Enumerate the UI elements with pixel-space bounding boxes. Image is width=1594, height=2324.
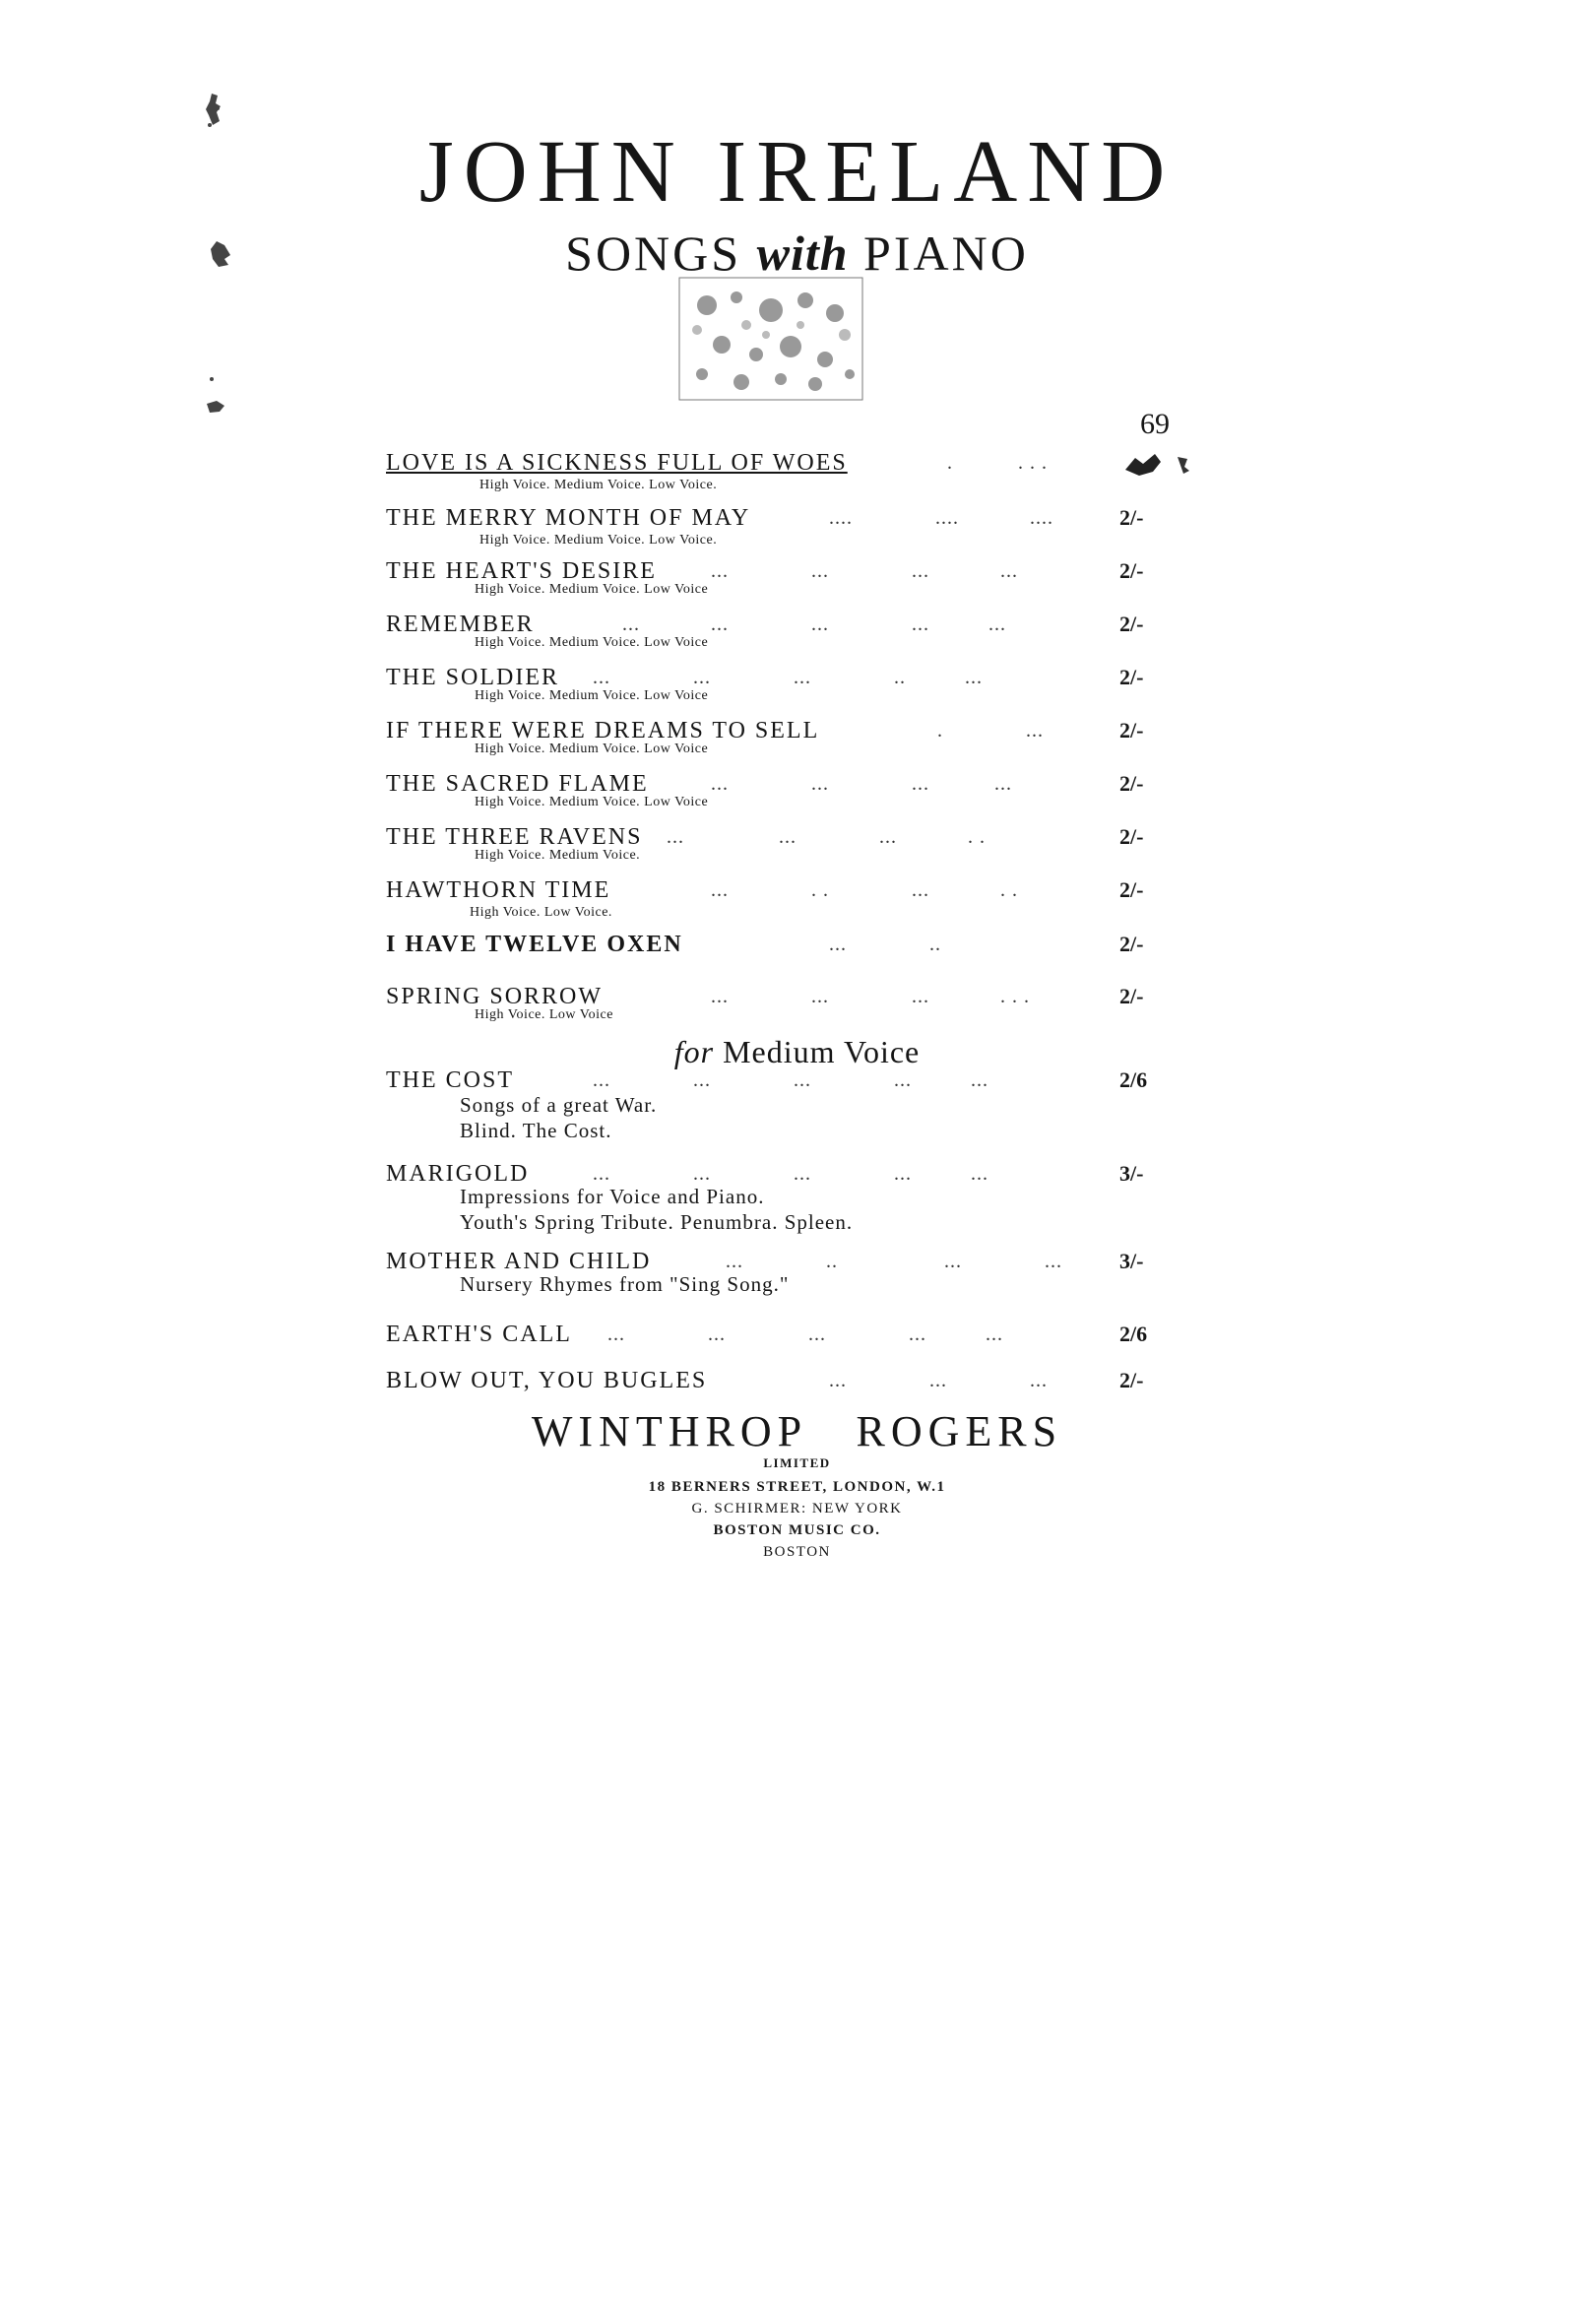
song-price: 2/-: [1119, 932, 1144, 956]
leader-dots: ... ... ... . . .: [711, 986, 1030, 1007]
item-title: BLOW OUT, YOU BUGLES: [386, 1368, 708, 1393]
song-price: 2/-: [1119, 505, 1144, 530]
item-title: MOTHER AND CHILD: [386, 1249, 652, 1274]
song-title: THE THREE RAVENS: [386, 824, 643, 850]
song-title: IF THERE WERE DREAMS TO SELL: [386, 718, 820, 743]
item-desc-line2: Youth's Spring Tribute. Penumbra. Spleen.: [460, 1210, 854, 1234]
item-title: EARTH'S CALL: [386, 1322, 572, 1347]
publisher-address-1: 18 BERNERS STREET, LONDON, W.1: [648, 1479, 946, 1495]
composer-title: JOHN IRELAND: [418, 123, 1176, 221]
leader-dots: . . . .: [947, 452, 1048, 474]
song-title: SPRING SORROW: [386, 984, 604, 1009]
song-voices: High Voice. Medium Voice. Low Voice.: [479, 478, 718, 492]
item-title: MARIGOLD: [386, 1161, 530, 1187]
song-title: REMEMBER: [386, 612, 535, 637]
item-price: 2/-: [1119, 1368, 1144, 1392]
song-row: [386, 875, 1169, 920]
song-price: 2/-: [1119, 877, 1144, 902]
song-voices: High Voice. Low Voice: [475, 1007, 613, 1022]
song-price: 2/-: [1119, 824, 1144, 849]
subtitle-piano: PIANO: [863, 226, 1029, 281]
publisher-name: WINTHROP ROGERS: [531, 1407, 1063, 1455]
song-title: I HAVE TWELVE OXEN: [386, 932, 683, 957]
song-price: 2/-: [1119, 558, 1144, 583]
item-desc-line1: Songs of a great War.: [460, 1093, 658, 1117]
medium-item: [386, 1065, 1169, 1142]
song-title: THE MERRY MONTH OF MAY: [386, 505, 751, 531]
song-price: 2/-: [1119, 612, 1144, 636]
song-row: [386, 822, 1169, 863]
song-row: [386, 716, 1169, 756]
song-voices: High Voice. Medium Voice.: [475, 848, 641, 863]
song-voices: High Voice. Medium Voice. Low Voice: [475, 795, 709, 809]
publisher-address-2: G. SCHIRMER: NEW YORK: [691, 1501, 903, 1517]
song-title: HAWTHORN TIME: [386, 877, 611, 903]
leader-dots: ... . . ... . .: [711, 879, 1018, 901]
song-voices: High Voice. Medium Voice. Low Voice: [475, 688, 709, 703]
song-row: [386, 448, 1169, 492]
item-title: THE COST: [386, 1067, 514, 1093]
leader-dots: ... ... ... ... ...: [622, 613, 1006, 635]
song-row: [386, 930, 1169, 959]
heading-for: for: [673, 1034, 715, 1069]
publisher-address-3: BOSTON MUSIC CO.: [713, 1522, 881, 1538]
publisher-limited: LIMITED: [763, 1455, 831, 1470]
song-title: THE SOLDIER: [386, 665, 559, 690]
song-voices: High Voice. Medium Voice. Low Voice: [475, 635, 709, 650]
item-price: 3/-: [1119, 1161, 1144, 1186]
subtitle-songs: SONGS: [565, 226, 742, 281]
song-row: [386, 503, 1169, 548]
song-title: LOVE IS A SICKNESS FULL OF WOES: [386, 450, 848, 476]
song-price: 2/-: [1119, 718, 1144, 742]
item-desc-line1: Impressions for Voice and Piano.: [460, 1185, 765, 1208]
song-voices: High Voice. Low Voice.: [470, 905, 612, 920]
song-row: [386, 769, 1169, 809]
song-title: THE HEART'S DESIRE: [386, 558, 657, 584]
leader-dots: ... .. ... ...: [726, 1251, 1062, 1272]
subtitle: [0, 226, 1594, 281]
song-price: 2/-: [1119, 665, 1144, 689]
medium-item: [386, 1320, 1169, 1349]
heading-main: Medium Voice: [723, 1034, 921, 1069]
item-price: 2/6: [1119, 1067, 1148, 1092]
medium-item: [386, 1247, 1169, 1296]
item-desc-line2: Blind. The Cost.: [460, 1119, 612, 1142]
leader-dots: ... ... ... ... ...: [593, 1163, 988, 1185]
medium-item: [386, 1159, 1169, 1234]
item-price: 2/6: [1119, 1322, 1148, 1346]
leader-dots: .... .... ....: [829, 507, 1053, 529]
song-row: [386, 610, 1169, 650]
song-voices: High Voice. Medium Voice. Low Voice: [475, 742, 709, 756]
song-voices: High Voice. Medium Voice. Low Voice: [475, 582, 709, 597]
item-price: 3/-: [1119, 1249, 1144, 1273]
leader-dots: ... ... ... ... ...: [593, 1069, 988, 1091]
leader-dots: ... ... ... ... ...: [607, 1323, 1003, 1345]
leader-dots: . ...: [937, 720, 1044, 742]
song-price: 2/-: [1119, 984, 1144, 1008]
subtitle-with: with: [756, 226, 849, 281]
leader-dots: ... ... ... ...: [711, 773, 1012, 795]
page-mark: 69: [1140, 408, 1170, 440]
leader-dots: ... ... ... .. ...: [593, 667, 983, 688]
song-voices: High Voice. Medium Voice. Low Voice.: [479, 533, 718, 548]
song-row: [386, 663, 1169, 703]
decorative-vignette: [677, 276, 866, 404]
song-row: [386, 982, 1169, 1022]
leader-dots: ... ... ... . .: [667, 826, 986, 848]
song-price: 2/-: [1119, 771, 1144, 796]
leader-dots: ... ... ... ...: [711, 560, 1018, 582]
item-desc-line1: Nursery Rhymes from "Sing Song.": [460, 1272, 790, 1296]
song-title: THE SACRED FLAME: [386, 771, 649, 797]
song-row: [386, 556, 1169, 597]
medium-item: [386, 1366, 1169, 1395]
publisher-address-4: BOSTON: [763, 1544, 831, 1560]
leader-dots: ... ..: [829, 934, 941, 955]
leader-dots: ... ... ...: [829, 1370, 1048, 1391]
